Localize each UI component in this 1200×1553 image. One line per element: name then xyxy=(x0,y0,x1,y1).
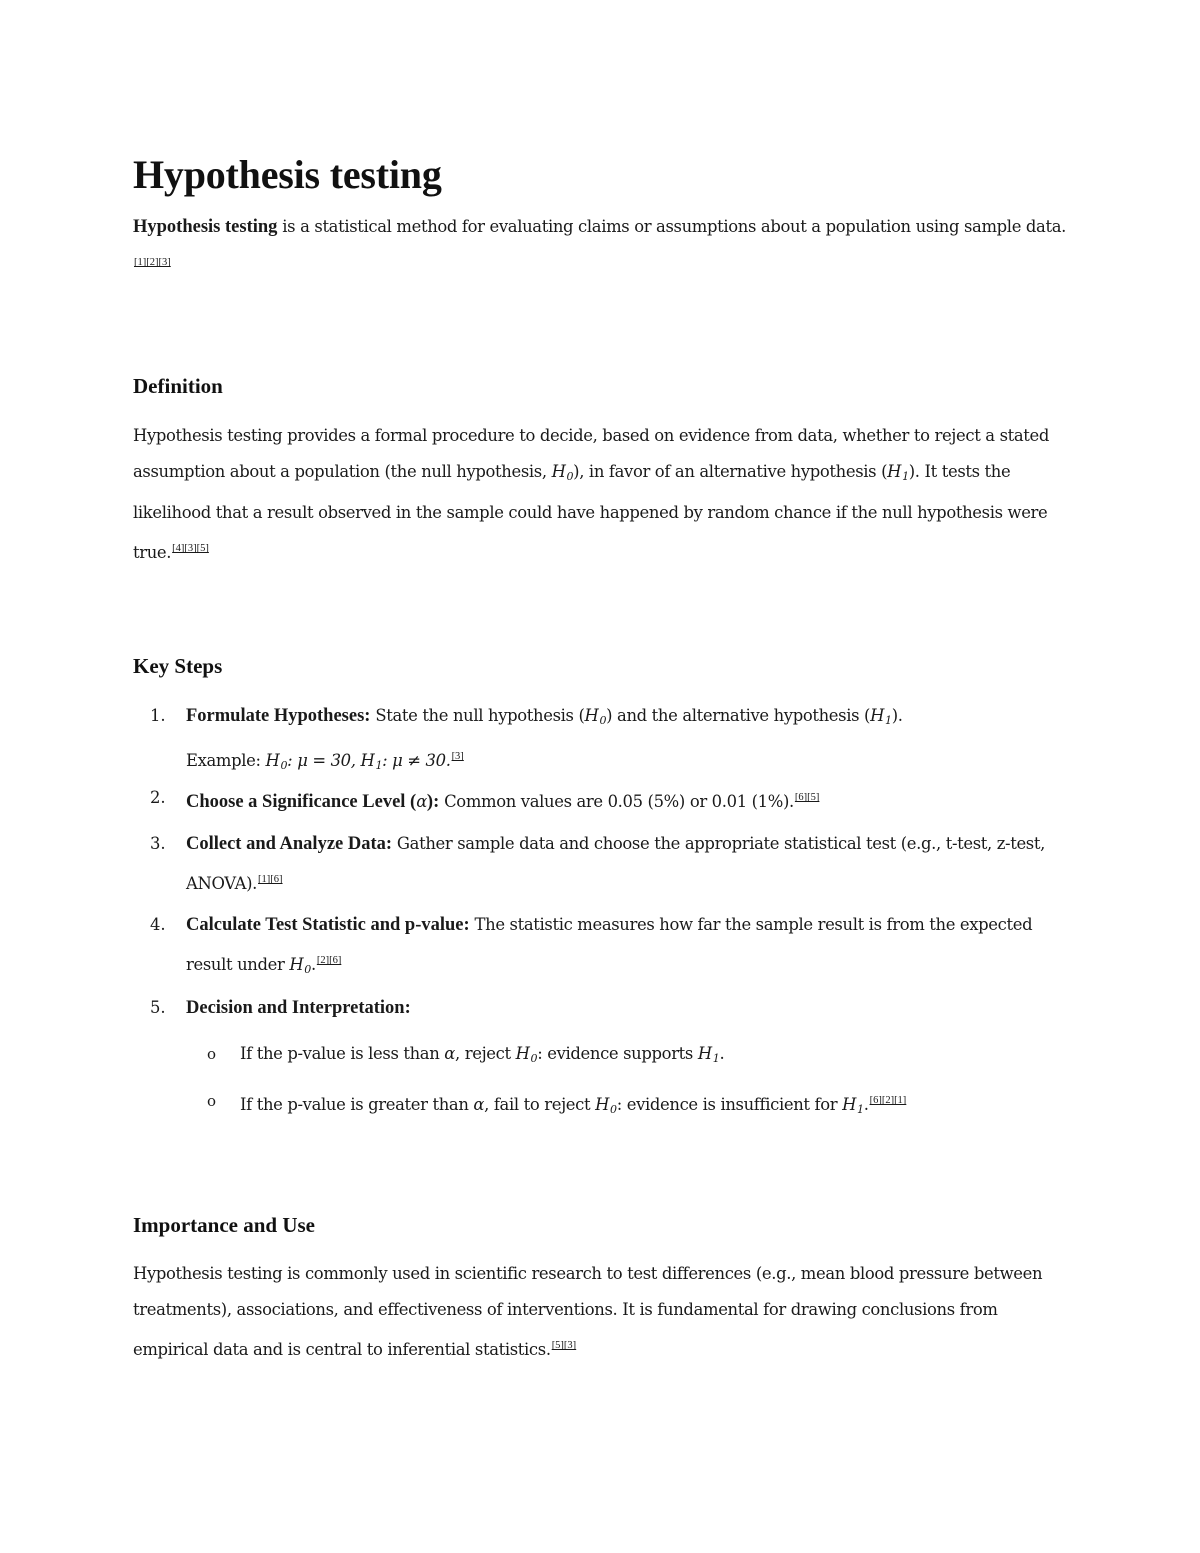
citation-link[interactable]: [6][5] xyxy=(794,792,820,803)
bullet-marker: o xyxy=(207,1045,217,1063)
example-line: Example: $H_0$: μ = 30, $H_1$: μ ≠ 30.[3] xyxy=(186,751,464,772)
list-number: 4. xyxy=(150,915,166,934)
citation-link[interactable]: [1][2][3] xyxy=(134,257,171,268)
intro-bold-term: Hypothesis testing xyxy=(133,217,278,237)
list-item: Calculate Test Statistic and p-value: The statistic measures how far the sample result is from the expected result under $H_0.[2][6]$ xyxy=(186,915,1033,976)
definition-paragraph: Hypothesis testing provides a formal procedure to decide, based on evidence from data, whether to reject a stated assumption about a population (the null hypothesis, $H_0$), in favor of an alternative hypothesis $(H_1)$. It tests the likelihood that a result observed in the sample could have happened by random chance if the null hypothesis were true.[4][3][5] xyxy=(133,426,1050,562)
list-number: 1. xyxy=(150,706,166,725)
page-title: Hypothesis testing xyxy=(133,152,442,197)
list-item: If the p-value is greater than α, fail to reject $H_0$: evidence is insufficient for $H_1.[6][2][1]$ xyxy=(240,1095,907,1116)
list-item: If the p-value is less than α, reject $H_0$: evidence supports $H_1$. xyxy=(240,1044,725,1065)
list-item: Collect and Analyze Data: Gather sample data and choose the appropriate statistical test (e.g., t-test, z-test, ANOVA).[1][6] xyxy=(186,834,1045,893)
intro-paragraph: Hypothesis testing is a statistical method for evaluating claims or assumptions about a population using sample data.[1][2][3] xyxy=(133,217,1066,268)
list-number: 2. xyxy=(150,788,166,807)
list-number: 5. xyxy=(150,998,166,1017)
citation-link[interactable]: [6][2][1] xyxy=(869,1095,907,1106)
section-heading-definition: Definition xyxy=(133,374,223,398)
importance-paragraph: Hypothesis testing is commonly used in scientific research to test differences (e.g., mean blood pressure between treatments), associations, and effectiveness of interventions. It is fundamental for drawing conclusions from empirical data and is central to inferential statistics.[5][3] xyxy=(133,1264,1043,1359)
section-heading-key-steps: Key Steps xyxy=(133,654,223,678)
citation-link[interactable]: [5][3] xyxy=(551,1340,577,1351)
list-number: 3. xyxy=(150,834,166,853)
citation-link[interactable]: [3] xyxy=(451,751,464,762)
list-item: Formulate Hypotheses: State the null hypothesis $(H_0)$ and the alternative hypothesis $(H_1)$. Example: $H_0$: μ = 30, $H_1$: μ ≠ 30.[3] xyxy=(186,698,1066,784)
citation-link[interactable]: [4][3][5] xyxy=(172,543,209,554)
citation-link[interactable]: [1][6] xyxy=(258,874,283,885)
key-steps-list xyxy=(133,698,1068,1118)
list-item: Decision and Interpretation: xyxy=(186,998,411,1018)
list-item: Choose a Significance Level (α): Common values are 0.05 (5%) or 0.01 (1%).[6][5] xyxy=(186,792,820,812)
citation-link[interactable]: [2][6] xyxy=(316,955,342,966)
bullet-marker: o xyxy=(207,1092,217,1110)
section-heading-importance: Importance and Use xyxy=(133,1213,315,1237)
